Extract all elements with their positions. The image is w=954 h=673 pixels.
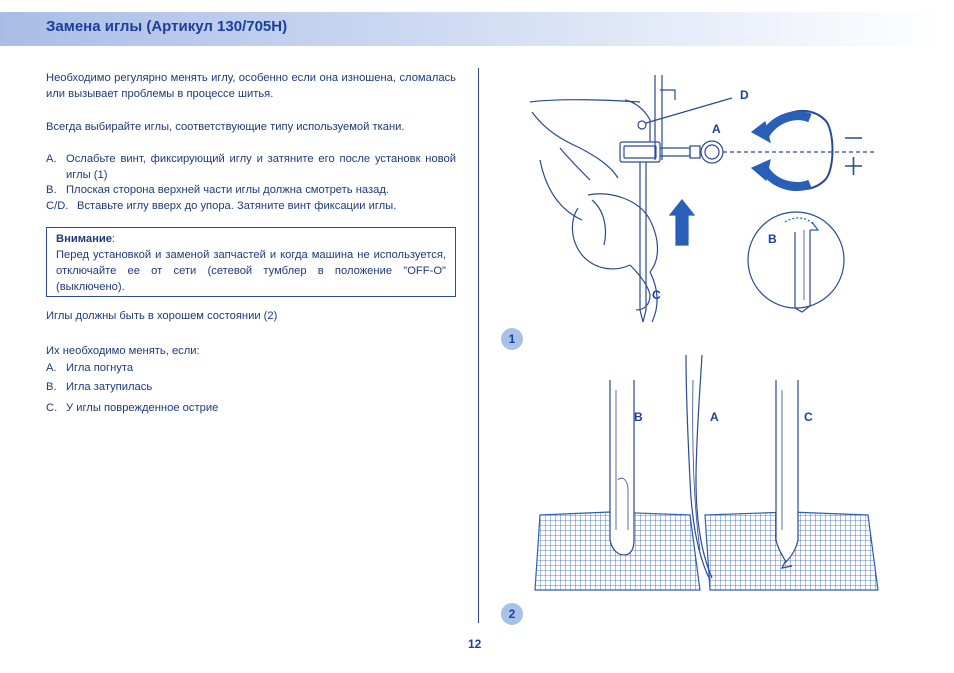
- warning-colon: :: [111, 233, 116, 245]
- condition-item-c: [46, 400, 456, 416]
- page-title: Замена иглы (Артикул 130/705H): [46, 18, 288, 35]
- step-item-cd: [46, 198, 456, 214]
- condition-marker: C.: [46, 402, 58, 414]
- fig1-label-a: A: [712, 122, 721, 136]
- figure-2: [535, 355, 878, 590]
- fig2-label-a: A: [710, 410, 719, 424]
- intro-paragraph: Необходимо регулярно менять иглу, особенно если она изношена, сломалась или вызывает проблемы в процессе шитья.: [46, 72, 456, 100]
- condition-paragraph: Иглы должны быть в хорошем состоянии (2): [46, 310, 278, 322]
- condition-marker: A.: [46, 362, 57, 374]
- page-number: 12: [468, 637, 482, 651]
- step-item-b: [46, 182, 456, 198]
- figure-badge-1: 1: [501, 328, 523, 350]
- condition-marker: B.: [46, 381, 57, 393]
- step-item-a: [46, 151, 456, 183]
- figure-badge-2: 2: [501, 603, 523, 625]
- replace-when-paragraph: Их необходимо менять, если:: [46, 345, 200, 357]
- needle-illustrations: [500, 60, 940, 630]
- warning-box: [46, 227, 456, 297]
- step-marker: C/D.: [46, 200, 69, 212]
- step-text: Вставьте иглу вверх до упора. Затяните винт фиксации иглы.: [77, 200, 397, 212]
- condition-text: У иглы поврежденное острие: [66, 402, 219, 414]
- condition-item-b: [46, 379, 456, 395]
- condition-text: Игла погнута: [66, 362, 134, 374]
- fig1-label-d: D: [740, 88, 749, 102]
- step-text: Плоская сторона верхней части иглы должна смотреть назад.: [66, 184, 389, 196]
- warning-title: Внимание: [56, 233, 112, 245]
- condition-item-a: [46, 360, 456, 376]
- figure-1: [530, 75, 876, 322]
- warning-text: Перед установкой и заменой запчастей и когда машина не используется, отключайте ее от сети (сетевой тумблер в положение "OFF-O" (выключено).: [56, 249, 446, 293]
- step-marker: A.: [46, 153, 57, 165]
- fig1-label-b: B: [768, 232, 777, 246]
- fig1-label-c: C: [652, 288, 661, 302]
- fig2-label-b: B: [634, 410, 643, 424]
- step-marker: B.: [46, 184, 57, 196]
- step-text: Ослабьте винт, фиксирующий иглу и затяните его после установк новой иглы (1): [66, 153, 456, 181]
- condition-text: Игла затупилась: [66, 381, 153, 393]
- fig2-label-c: C: [804, 410, 813, 424]
- column-divider: [478, 68, 479, 623]
- fabric-paragraph: Всегда выбирайте иглы, соответствующие типу используемой ткани.: [46, 121, 405, 133]
